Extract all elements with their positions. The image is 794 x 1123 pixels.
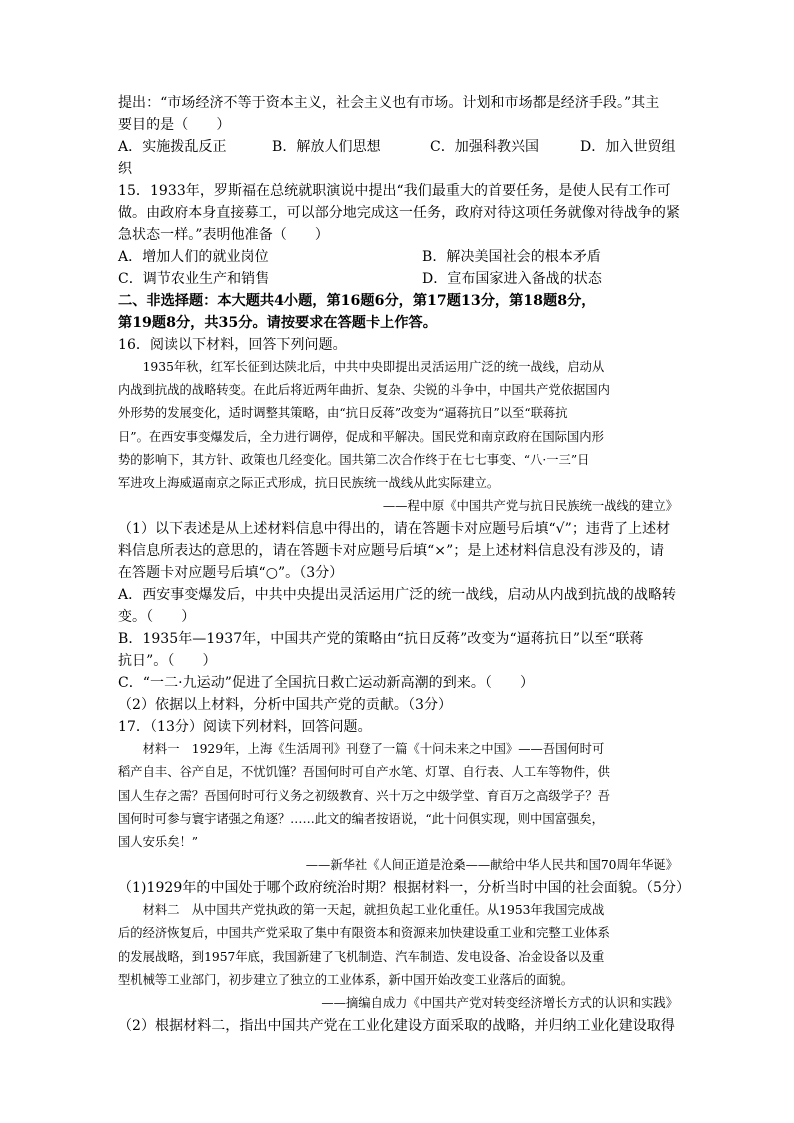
q16-material-line: 势的影响下，其方针、政策也几经变化。国共第二次合作终于在七七事变、“八·一三”日 xyxy=(118,452,590,467)
q16-intro: 16．阅读以下材料，回答下列问题。 xyxy=(118,337,347,353)
section-heading-line: 二、非选择题：本大题共4小题，第16题6分，第17题13分，第18题8分， xyxy=(118,293,596,309)
q16-material-line: 1935年秋，红军长征到达陕北后，中共中央即提出灵活运用广泛的统一战线，启动从 xyxy=(118,360,605,374)
q16-sub1-line: 在答题卡对应题号后填“○”。（3分） xyxy=(118,565,344,582)
q16-sub1-line: （1）以下表述是从上述材料信息中得出的，请在答题卡对应题号后填“√”；违背了上述材 xyxy=(118,521,671,538)
q17-intro: 17．（13分）阅读下列材料，回答问题。 xyxy=(118,719,372,736)
q15-stem-line: 15．1933年，罗斯福在总统就职演说中提出“我们最重大的首要任务，是使人民有工作可 xyxy=(118,183,671,199)
q16-item-b-line: B．1935年—1937年，中国共产党的策略由“抗日反蒋”改变为“逼蒋抗日”以至“联蒋 xyxy=(118,631,644,648)
q16-sub2: （2）依据以上材料，分析中国共产党的贡献。（3分） xyxy=(118,697,453,714)
q15-option-d: D．宣布国家进入备战的状态 xyxy=(422,271,602,287)
q16-material-line: 军进攻上海威逼南京之际正式形成，抗日民族统一战线从此实际建立。 xyxy=(118,476,500,491)
q15-options-row xyxy=(118,268,678,290)
q17-block xyxy=(118,716,691,1037)
q14-option-b: B．解放人们思想 xyxy=(272,139,381,155)
q17-material1-line: 稻产自丰、谷产自足，不忧饥馑？吾国何时可自产水笔、灯罩、自行表、人工车等物件，供 xyxy=(118,765,610,780)
q14-block xyxy=(118,92,678,180)
q16-block xyxy=(118,334,678,716)
q17-source2: ——摘编自成力《中国共产党对转变经济增长方式的认识和实践》 xyxy=(321,996,678,1011)
q15-option-a: A．增加人们的就业岗位 xyxy=(118,249,269,265)
q17-material2-line: 的发展战略，到1957年底，我国新建了飞机制造、汽车制造、发电设备、冶金设备以及重 xyxy=(118,949,605,964)
q16-source: ——程中原《中国共产党与抗日民族统一战线的建立》 xyxy=(382,499,678,514)
q16-material-line: 内战到抗战的战略转变。在此后将近两年曲折、复杂、尖锐的斗争中，中国共产党依据国内 xyxy=(118,383,610,398)
q17-material1-line: 国人安乐矣！” xyxy=(118,835,199,850)
exam-page xyxy=(118,92,691,1037)
q14-options xyxy=(118,136,678,158)
section2-heading xyxy=(118,290,678,334)
section-heading-line: 第19题8分，共35分。请按要求在答题卡上作答。 xyxy=(118,315,437,331)
q15-option-b: B．解决美国社会的根本矛盾 xyxy=(422,249,601,265)
q15-options-row xyxy=(118,246,678,268)
q17-sub2: （2）根据材料二，指出中国共产党在工业化建设方面采取的战略，并归纳工业化建设取得 xyxy=(118,1018,675,1035)
q15-stem-line: 做。由政府本身直接募工，可以部分地完成这一任务，政府对待这项任务就像对待战争的紧 xyxy=(118,205,680,221)
q17-material2-line: 材料二 从中国共产党执政的第一天起，就担负起工业化重任。从1953年我国完成战 xyxy=(118,903,605,918)
q16-item-b-line: 抗日”。（ ） xyxy=(118,653,217,670)
q16-material-line: 外形势的发展变化，适时调整其策略，由“抗日反蒋”改变为“逼蒋抗日”以至“联蒋抗 xyxy=(118,406,568,421)
q15-option-c: C．调节农业生产和销售 xyxy=(118,271,270,287)
q14-stem-line: 提出：“市场经济不等于资本主义，社会主义也有市场。计划和市场都是经济手段。”其主 xyxy=(118,95,660,111)
q17-material2-line: 后的经济恢复后，中国共产党采取了集中有限资本和资源来加快建设重工业和完整工业体系 xyxy=(118,926,610,941)
q16-item-a-line: 变。（ ） xyxy=(118,609,196,626)
q14-option-a: A．实施拨乱反正 xyxy=(118,139,227,155)
q17-source1: ——新华社《人间正道是沧桑——献给中华人民共和国70周年华诞》 xyxy=(305,858,678,873)
q15-stem-line: 急状态一样。”表明他准备（ ） xyxy=(118,227,329,243)
q14-stem-line: 要目的是（ ） xyxy=(118,117,231,133)
q17-material1-line: 国人生存之需？吾国何时可行义务之初级教育、兴十万之中级学堂、育百万之高级学子？吾 xyxy=(118,788,610,803)
q15-block xyxy=(118,180,678,290)
q17-material1-line: 国何时可参与寰宇诸强之角逐？……此文的编者按语说，“此十问俱实现，则中国富强矣， xyxy=(118,811,604,826)
q14-option-d-wrap: 织 xyxy=(118,161,133,177)
q16-sub1-line: 料信息所表达的意思的，请在答题卡对应题号后填“×”；是上述材料信息没有涉及的，请 xyxy=(118,543,665,560)
q14-option-c: C．加强科教兴国 xyxy=(430,139,540,155)
q16-material-line: 日”。在西安事变爆发后，全力进行调停，促成和平解决。国民党和南京政府在国际国内形 xyxy=(118,429,604,444)
q16-item-c: C．“一二·九运动”促进了全国抗日救亡运动新高潮的到来。（ ） xyxy=(118,675,535,692)
q14-option-d: D．加入世贸组 xyxy=(580,139,676,155)
q16-item-a-line: A．西安事变爆发后，中共中央提出灵活运用广泛的统一战线，启动从内战到抗战的战略转 xyxy=(118,587,677,604)
q17-material2-line: 型机械等工业部门，初步建立了独立的工业体系，新中国开始改变工业落后的面貌。 xyxy=(118,972,573,987)
q17-material1-line: 材料一 1929年，上海《生活周刊》刊登了一篇《十问未来之中国》——吾国何时可 xyxy=(118,742,605,757)
q17-sub1: （1)1929年的中国处于哪个政府统治时期？根据材料一，分析当时中国的社会面貌。（5分） xyxy=(118,880,691,897)
